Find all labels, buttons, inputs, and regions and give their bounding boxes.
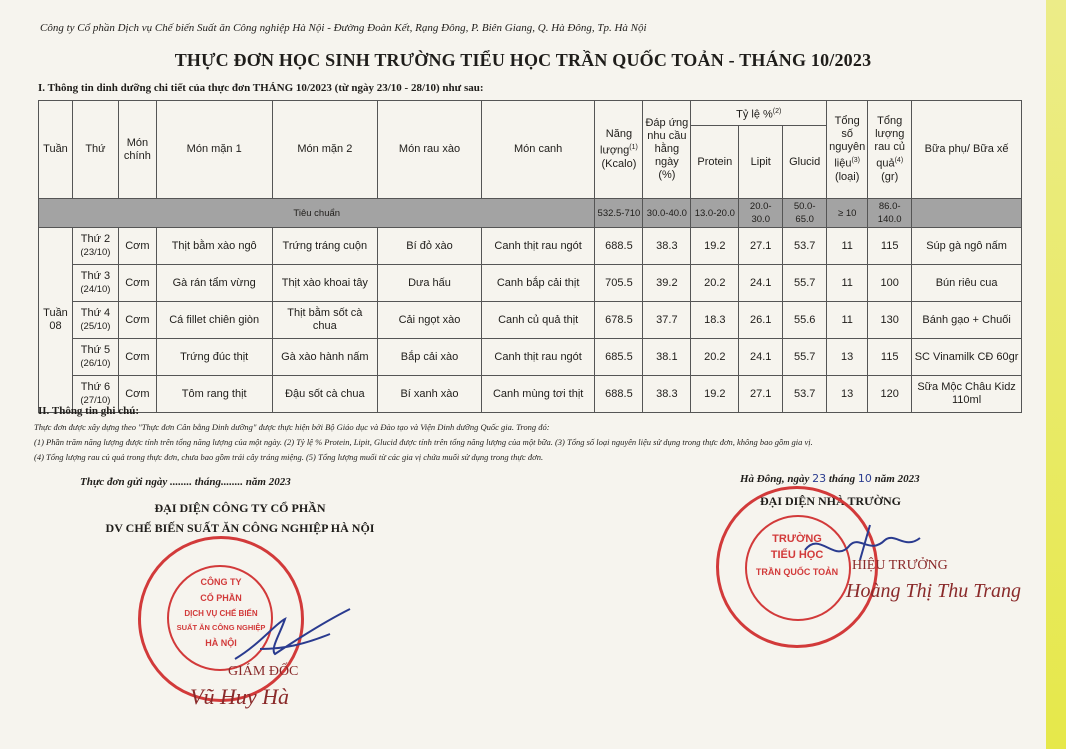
nang-luong-cell: 688.5: [595, 376, 643, 413]
nang-luong-cell: 705.5: [595, 265, 643, 302]
director-name: Vũ Huy Hà: [190, 684, 289, 709]
col-header-rau-xao: Món rau xào: [378, 101, 482, 199]
col-header-mon-chinh: Món chính: [118, 101, 156, 199]
col-header-tong-luong: Tổng lượng rau củ quả$^{(4)}$ (gr): [868, 101, 912, 199]
dap-ung-cell: 38.1: [643, 339, 691, 376]
dap-ung-cell: 38.3: [643, 228, 691, 265]
school-stamp-line-1: TRƯỜNG: [772, 533, 822, 545]
canh-cell: Canh bắp cải thịt: [481, 265, 595, 302]
company-stamp-line-5: HÀ NỘI: [205, 638, 237, 648]
col-header-tong-so: Tổng số nguyên liệu$^{(3)}$ (loại): [827, 101, 868, 199]
menu-table: [38, 100, 1022, 413]
protein-cell: 20.2: [691, 339, 739, 376]
protein-cell: 19.2: [691, 228, 739, 265]
bua-phu-cell: Bún riêu cua: [912, 265, 1022, 302]
col-header-lipit: Lipit: [739, 126, 783, 199]
col-header-bua-phu: Bữa phụ/ Bữa xế: [912, 101, 1022, 199]
glucid-cell: 55.7: [783, 339, 827, 376]
standard-glucid: 50.0-65.0: [783, 199, 827, 228]
canh-cell: Canh mùng tơi thịt: [481, 376, 595, 413]
bua-phu-cell: Sữa Mộc Châu Kidz 110ml: [912, 376, 1022, 413]
tong-luong-cell: 120: [868, 376, 912, 413]
bua-phu-cell: Súp gà ngô nấm: [912, 228, 1022, 265]
table-row: [39, 228, 1022, 265]
tong-so-cell: 11: [827, 265, 868, 302]
company-stamp-line-2: CỔ PHẦN: [200, 593, 242, 603]
canh-cell: Canh thịt rau ngót: [481, 228, 595, 265]
page-title: THỰC ĐƠN HỌC SINH TRƯỜNG TIỂU HỌC TRẦN QUỐC TOẢN - THÁNG 10/2023: [174, 50, 872, 70]
rau-xao-cell: Cải ngọt xào: [378, 302, 482, 339]
col-header-canh: Món canh: [481, 101, 595, 199]
school-representative: ĐẠI DIỆN NHÀ TRƯỜNG: [760, 494, 902, 508]
company-rep-line-1: ĐẠI DIỆN CÔNG TY CỔ PHẦN: [154, 501, 326, 515]
mon-chinh-cell: Cơm: [118, 228, 156, 265]
col-header-nang-luong: Năng lượng$^{(1)}$ (Kcalo): [595, 101, 643, 199]
company-rep-line-2: DV CHẾ BIẾN SUẤT ĂN CÔNG NGHIỆP HÀ NỘI: [105, 521, 375, 535]
week-cell: Tuần 08: [39, 228, 73, 413]
company-stamp-line-1: CÔNG TY: [200, 577, 242, 587]
lipit-cell: 27.1: [739, 228, 783, 265]
standard-nang-luong: 532.5-710: [595, 199, 643, 228]
standard-protein: 13.0-20.0: [691, 199, 739, 228]
lipit-cell: 27.1: [739, 376, 783, 413]
note-line-2: (1) Phần trăm năng lượng được tính trên tổng năng lượng của một ngày. (2) Tỷ lệ % Protein, Lipit, Glucid được tính trên tổng năng lượng của một bữa. (3) Tổng số loại nguyên liệu sử dụng trong thực đơn, không bao gồm gia vị.: [34, 437, 813, 447]
mon-man-1-cell: Tôm rang thịt: [156, 376, 272, 413]
col-header-ty-le: Tỷ lệ %$^{(2)}$: [691, 101, 827, 126]
section-2-heading: II. Thông tin ghi chú:: [38, 405, 139, 417]
mon-man-2-cell: Đậu sốt cà chua: [272, 376, 378, 413]
note-line-1: Thực đơn được xây dựng theo "Thực đơn Cân bằng Dinh dưỡng" được thực hiện bởi Bộ Giáo dục và Đào tạo và Viện Dinh dưỡng Quốc gia. Trong đó:: [34, 422, 550, 432]
mon-man-2-cell: Trứng tráng cuộn: [272, 228, 378, 265]
col-header-mon-man-2: Món mặn 2: [272, 101, 378, 199]
nang-luong-cell: 688.5: [595, 228, 643, 265]
dap-ung-cell: 37.7: [643, 302, 691, 339]
menu-sent-date: Thực đơn gửi ngày ........ tháng........ năm 2023: [80, 476, 291, 488]
company-stamp-line-3: DỊCH VỤ CHẾ BIẾN: [184, 609, 258, 618]
rau-xao-cell: Bí xanh xào: [378, 376, 482, 413]
tong-luong-cell: 130: [868, 302, 912, 339]
note-line-3: (4) Tổng lượng rau củ quả trong thực đơn, chưa bao gồm trái cây tráng miệng. (5) Tổng lượng muối từ các gia vị chứa muối sử dụng trong thực đơn.: [34, 452, 544, 462]
glucid-cell: 55.6: [783, 302, 827, 339]
tong-so-cell: 13: [827, 376, 868, 413]
school-date-month: 10: [857, 472, 872, 485]
tong-luong-cell: 100: [868, 265, 912, 302]
canh-cell: Canh củ quả thịt: [481, 302, 595, 339]
school-date-line: Hà Đông, ngày 23 tháng 10 năm 2023: [740, 472, 920, 485]
table-header-row: [39, 101, 1022, 126]
table-row: [39, 302, 1022, 339]
mon-man-2-cell: Thịt bằm sốt cà chua: [272, 302, 378, 339]
company-header: Công ty Cổ phần Dịch vụ Chế biến Suất ăn Công nghiệp Hà Nội - Đường Đoàn Kết, Rạng Đông, P. Biên Giang, Q. Hà Đông, Tp. Hà Nội: [40, 22, 647, 34]
day-cell: Thứ 6 (27/10): [72, 376, 118, 413]
standard-bua-phu: [912, 199, 1022, 228]
standard-label: Tiêu chuẩn: [39, 199, 595, 228]
col-header-mon-man-1: Món mặn 1: [156, 101, 272, 199]
school-date-day: 23: [812, 472, 827, 485]
glucid-cell: 53.7: [783, 228, 827, 265]
table-row: [39, 265, 1022, 302]
tong-so-cell: 13: [827, 339, 868, 376]
section-1-heading: I. Thông tin dinh dưỡng chi tiết của thực đơn THÁNG 10/2023 (từ ngày 23/10 - 28/10) như sau:: [38, 82, 484, 94]
mon-man-1-cell: Gà rán tẩm vừng: [156, 265, 272, 302]
standard-lipit: 20.0-30.0: [739, 199, 783, 228]
dap-ung-cell: 39.2: [643, 265, 691, 302]
standard-tong-luong: 86.0-140.0: [868, 199, 912, 228]
tong-luong-cell: 115: [868, 339, 912, 376]
col-header-glucid: Glucid: [783, 126, 827, 199]
day-cell: Thứ 2 (23/10): [72, 228, 118, 265]
protein-cell: 20.2: [691, 265, 739, 302]
table-row: [39, 339, 1022, 376]
mon-man-2-cell: Thịt xào khoai tây: [272, 265, 378, 302]
standard-dap-ung: 30.0-40.0: [643, 199, 691, 228]
mon-man-1-cell: Trứng đúc thịt: [156, 339, 272, 376]
day-cell: Thứ 5 (26/10): [72, 339, 118, 376]
lipit-cell: 24.1: [739, 339, 783, 376]
standard-row: [39, 199, 1022, 228]
col-header-tuan: Tuần: [39, 101, 73, 199]
bua-phu-cell: Bánh gạo + Chuối: [912, 302, 1022, 339]
day-cell: Thứ 3 (24/10): [72, 265, 118, 302]
standard-tong-so: ≥ 10: [827, 199, 868, 228]
col-header-dap-ung: Đáp ứng nhu cầu hằng ngày (%): [643, 101, 691, 199]
rau-xao-cell: Bí đỏ xào: [378, 228, 482, 265]
lipit-cell: 26.1: [739, 302, 783, 339]
tong-so-cell: 11: [827, 228, 868, 265]
mon-man-1-cell: Thịt bằm xào ngô: [156, 228, 272, 265]
school-stamp-line-3: TRẦN QUỐC TOẢN: [755, 567, 839, 577]
principal-title: HIỆU TRƯỞNG: [852, 558, 948, 573]
mon-chinh-cell: Cơm: [118, 376, 156, 413]
protein-cell: 19.2: [691, 376, 739, 413]
principal-name: Hoàng Thị Thu Trang: [846, 580, 1022, 602]
school-stamp-line-2: TIỂU HỌC: [770, 549, 824, 561]
rau-xao-cell: Dưa hấu: [378, 265, 482, 302]
tong-so-cell: 11: [827, 302, 868, 339]
canh-cell: Canh thịt rau ngót: [481, 339, 595, 376]
mon-man-1-cell: Cá fillet chiên giòn: [156, 302, 272, 339]
background-edge: [1046, 0, 1066, 749]
day-cell: Thứ 4 (25/10): [72, 302, 118, 339]
glucid-cell: 53.7: [783, 376, 827, 413]
director-title: GIÁM ĐỐC: [228, 664, 299, 679]
company-stamp-line-4: SUẤT ĂN CÔNG NGHIỆP: [176, 623, 266, 632]
bua-phu-cell: SC Vinamilk CĐ 60gr: [912, 339, 1022, 376]
mon-man-2-cell: Gà xào hành nấm: [272, 339, 378, 376]
nang-luong-cell: 685.5: [595, 339, 643, 376]
mon-chinh-cell: Cơm: [118, 302, 156, 339]
protein-cell: 18.3: [691, 302, 739, 339]
col-header-protein: Protein: [691, 126, 739, 199]
company-representative: [30, 498, 450, 538]
lipit-cell: 24.1: [739, 265, 783, 302]
glucid-cell: 55.7: [783, 265, 827, 302]
col-header-thu: Thứ: [72, 101, 118, 199]
mon-chinh-cell: Cơm: [118, 339, 156, 376]
table-row: [39, 376, 1022, 413]
nang-luong-cell: 678.5: [595, 302, 643, 339]
tong-luong-cell: 115: [868, 228, 912, 265]
mon-chinh-cell: Cơm: [118, 265, 156, 302]
dap-ung-cell: 38.3: [643, 376, 691, 413]
rau-xao-cell: Bắp cải xào: [378, 339, 482, 376]
